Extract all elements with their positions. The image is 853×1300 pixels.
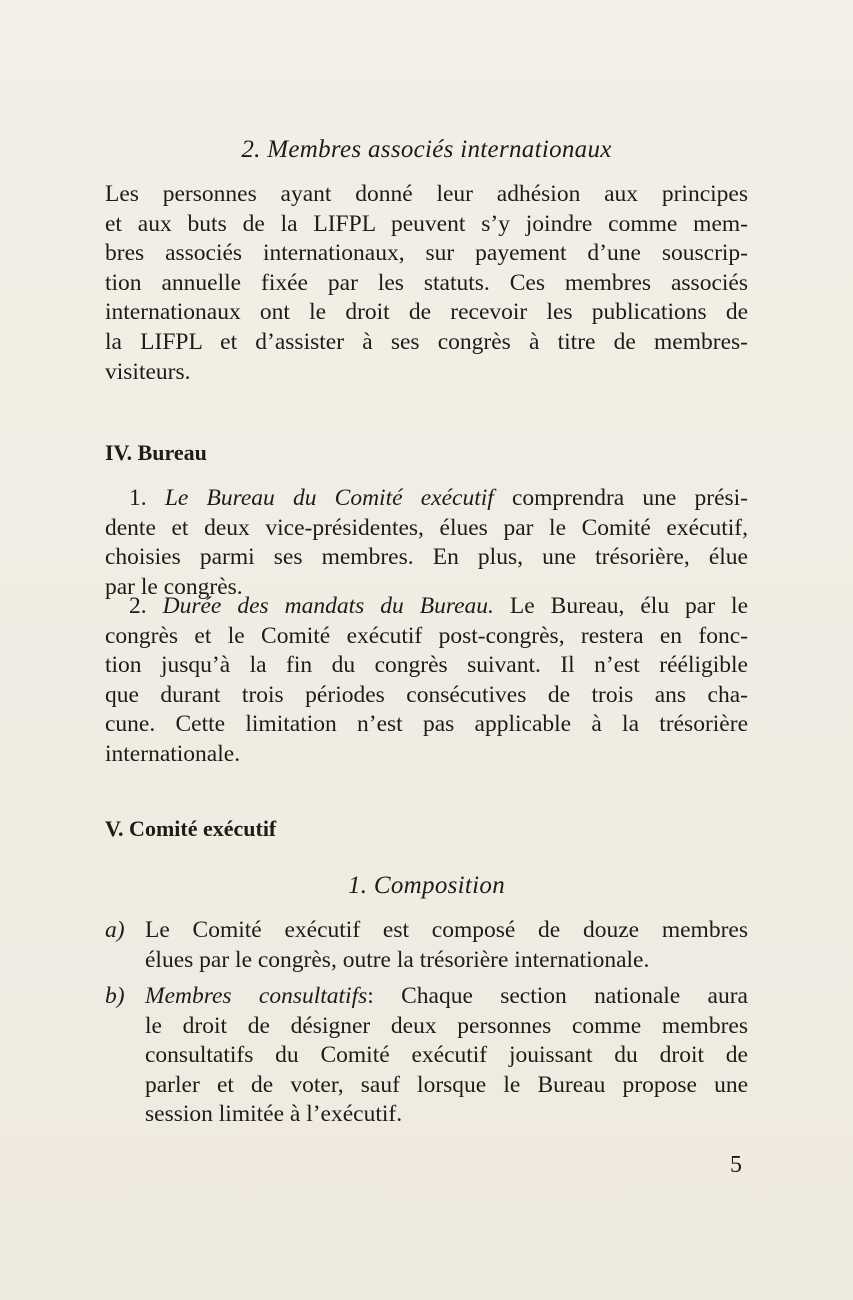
- item-title: Le Bureau du Comité exécutif: [164, 485, 494, 511]
- text-line: le droit de désigner deux personnes comme membres: [145, 1012, 748, 1039]
- list-item-b: [105, 982, 748, 1130]
- text-line: [105, 592, 748, 622]
- heading-title: Composition: [373, 872, 506, 899]
- page-number: 5: [730, 1152, 742, 1178]
- text-line: bres associés internationaux, sur payement d’une souscrip-: [105, 240, 748, 267]
- text-line: cune. Cette limitation n’est pas applicable à la trésorière: [105, 711, 748, 738]
- text-line: [145, 982, 748, 1012]
- text-line: consultatifs du Comité exécutif jouissant du droit de: [145, 1042, 748, 1069]
- text-line: élues par le congrès, outre la trésorière internationale.: [145, 946, 650, 973]
- text-line: [105, 484, 748, 514]
- item-text: : Chaque section nationale aura: [367, 983, 748, 1009]
- list-label: a): [105, 917, 125, 943]
- text-line: internationaux ont le droit de recevoir les publications de: [105, 299, 748, 326]
- heading-title: Membres associés internationaux: [267, 136, 612, 163]
- item-number: 2.: [129, 593, 147, 619]
- paragraph-bureau-item-2: [105, 592, 748, 770]
- list-item-a: [105, 916, 748, 975]
- item-number: 1.: [129, 485, 147, 511]
- paragraph-bureau-item-1: [105, 484, 748, 602]
- text-line: tion annuelle fixée par les statuts. Ces membres associés: [105, 269, 748, 296]
- text-line: dente et deux vice-présidentes, élues par le Comité exécutif,: [105, 514, 748, 541]
- list-label: b): [105, 983, 125, 1009]
- text-line: Le Comité exécutif est composé de douze membres: [145, 917, 748, 943]
- text-line: et aux buts de la LIFPL peuvent s’y joindre comme mem-: [105, 210, 748, 237]
- text-line: que durant trois périodes consécutives de trois ans cha-: [105, 681, 748, 708]
- item-title: Membres consultatifs: [145, 983, 368, 1009]
- section-heading-membres-associes: [0, 136, 853, 164]
- text-line: tion jusqu’à la fin du congrès suivant. Il n’est rééligible: [105, 652, 748, 679]
- text-line: Les personnes ayant donné leur adhésion aux principes: [105, 181, 748, 207]
- item-text: Le Bureau, élu par le: [493, 593, 748, 619]
- text-line: par le congrès.: [105, 573, 243, 600]
- text-line: congrès et le Comité exécutif post-congrès, restera en fonc-: [105, 622, 748, 649]
- item-text: comprendra une prési-: [493, 485, 748, 511]
- section-title-comite-executif: V. Comité exécutif: [105, 816, 277, 841]
- text-line: la LIFPL et d’assister à ses congrès à titre de membres-: [105, 328, 748, 355]
- text-line: parler et de voter, sauf lorsque le Bureau propose une: [145, 1071, 748, 1098]
- text-line: visiteurs.: [105, 358, 191, 385]
- text-line: choisies parmi ses membres. En plus, une trésorière, élue: [105, 544, 748, 571]
- text-line: internationale.: [105, 740, 241, 767]
- heading-number: 2.: [241, 136, 261, 163]
- sub-heading-composition: [0, 872, 853, 900]
- heading-number: 1.: [347, 872, 368, 899]
- text-line: session limitée à l’exécutif.: [145, 1101, 403, 1128]
- section-title-bureau: IV. Bureau: [105, 440, 207, 465]
- item-title: Durée des mandats du Bureau.: [162, 593, 494, 619]
- paragraph-membres-associes: [105, 180, 748, 387]
